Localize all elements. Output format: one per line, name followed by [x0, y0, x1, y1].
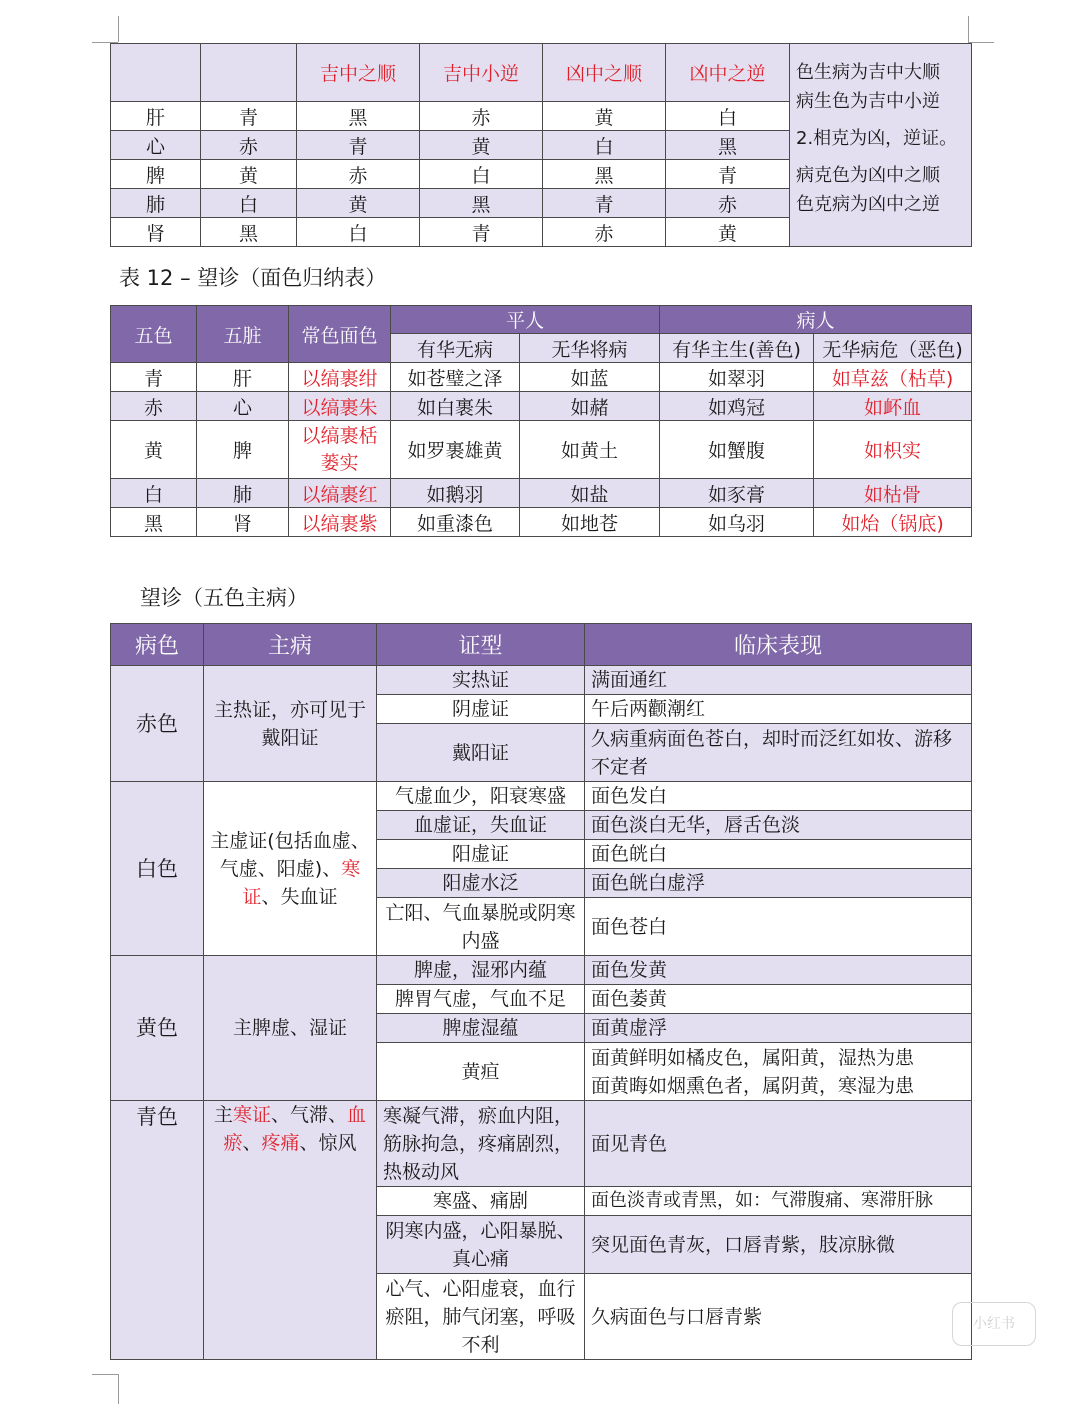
cell: 黄: [111, 421, 197, 479]
cell: 黄: [420, 131, 543, 160]
header-cell: 临床表现: [585, 624, 972, 666]
table12-title: 表 12 – 望诊（面色归纳表）: [119, 266, 387, 290]
main-disease-text: 、失血证: [261, 885, 338, 908]
crop-mark-top-left-v: [118, 16, 119, 42]
cell: 如鹅羽: [391, 479, 520, 508]
note-line: 病克色为凶中之顺: [796, 165, 940, 186]
syndrome-cell: 脾虚，湿邪内蕴: [377, 956, 585, 985]
header-cell: [111, 44, 201, 102]
cell: 如白裹朱: [391, 392, 520, 421]
cell: 赤: [201, 131, 297, 160]
table-header-row: [111, 624, 972, 666]
table-row: [111, 666, 972, 695]
clinical-cell: 面色㿠白: [585, 840, 972, 869]
disease-color-cell: 青色: [111, 1101, 204, 1360]
cell: 赤: [297, 160, 420, 189]
cell: 脾: [197, 421, 289, 479]
disease-color-cell: 赤色: [111, 666, 204, 782]
syndrome-cell: 寒凝气滞，瘀血内阻，筋脉拘急，疼痛剧烈，热极动风: [377, 1101, 585, 1187]
cell: 以缟裹栝蒌实: [289, 421, 391, 479]
table-header-row: [111, 306, 972, 334]
header-cell: [201, 44, 297, 102]
header-cell: 吉中之顺: [297, 44, 420, 102]
syndrome-cell: 血虚证，失血证: [377, 811, 585, 840]
cell: 赤: [420, 102, 543, 131]
main-disease-text: 、气滞、: [271, 1104, 348, 1126]
cell: 肝: [111, 102, 201, 131]
clinical-cell: 久病面色与口唇青紫: [585, 1274, 972, 1360]
cell: 如苍璧之泽: [391, 363, 520, 392]
clinical-cell: 面黄虚浮: [585, 1014, 972, 1043]
cell: 以缟裹红: [289, 479, 391, 508]
cell: 肺: [197, 479, 289, 508]
five-color-disease-table: [110, 623, 972, 1360]
clinical-cell: 面色发黄: [585, 956, 972, 985]
crop-mark-top-right-v: [968, 16, 969, 42]
watermark-logo: 小红书: [952, 1302, 1036, 1346]
clinical-cell: 面色㿠白虚浮: [585, 869, 972, 898]
cell: 如草兹（枯草): [814, 363, 972, 392]
clinical-cell: 满面通红: [585, 666, 972, 695]
cell: 黄: [666, 218, 790, 247]
cell: 如枳实: [814, 421, 972, 479]
color-prognosis-table: [110, 43, 972, 247]
clinical-cell: 面色淡白无华，唇舌色淡: [585, 811, 972, 840]
cell: 青: [297, 131, 420, 160]
clinical-cell: [585, 1043, 972, 1101]
header-cell: 五色: [111, 306, 197, 363]
crop-mark-bottom-left-h: [92, 1374, 118, 1375]
cell: 白: [543, 131, 666, 160]
five-colors-title: 望诊（五色主病）: [140, 586, 308, 610]
subheader-cell: 无华将病: [520, 334, 660, 363]
syndrome-cell: 亡阳、气血暴脱或阴寒内盛: [377, 898, 585, 956]
cell: 白: [111, 479, 197, 508]
cell: 黄: [297, 189, 420, 218]
cell: 赤: [111, 392, 197, 421]
table-row: [111, 956, 972, 985]
header-cell: 常色面色: [289, 306, 391, 363]
clinical-cell: 面色发白: [585, 782, 972, 811]
header-cell: 证型: [377, 624, 585, 666]
clinical-cell: 面见青色: [585, 1101, 972, 1187]
note-line: 2.相克为凶，逆证。: [796, 128, 958, 149]
header-cell: 五脏: [197, 306, 289, 363]
main-disease-cell: [204, 1101, 377, 1360]
header-cell: 主病: [204, 624, 377, 666]
table-row: [111, 479, 972, 508]
subheader-cell: 无华病危（恶色): [814, 334, 972, 363]
cell: 黑: [297, 102, 420, 131]
clinical-line: 面黄鲜明如橘皮色，属阳黄，湿热为患: [591, 1046, 915, 1069]
subheader-cell: 有华无病: [391, 334, 520, 363]
header-cell: 凶中之逆: [666, 44, 790, 102]
clinical-cell: 面色淡青或青黑，如：气滞腹痛、寒滞肝脉: [585, 1187, 972, 1216]
syndrome-cell: 阳虚证: [377, 840, 585, 869]
syndrome-cell: 心气、心阳虚衰，血行瘀阻，肺气闭塞，呼吸不利: [377, 1274, 585, 1360]
syndrome-cell: 寒盛、痛剧: [377, 1187, 585, 1216]
main-disease-highlight: 疼痛: [261, 1132, 300, 1154]
clinical-cell: 久病重病面色苍白，却时而泛红如妆、游移不定者: [585, 724, 972, 782]
cell: 白: [420, 160, 543, 189]
cell: 赤: [666, 189, 790, 218]
syndrome-cell: 脾胃气虚，气血不足: [377, 985, 585, 1014]
main-disease-highlight: 血瘀: [223, 1104, 367, 1154]
notes-cell: [790, 44, 972, 247]
face-color-table: [110, 305, 972, 537]
table-header-row: [111, 44, 972, 102]
cell: 肾: [197, 508, 289, 537]
cell: 肺: [111, 189, 201, 218]
cell: 如鸡冠: [660, 392, 814, 421]
main-disease-cell: 主热证，亦可见于戴阳证: [204, 666, 377, 782]
cell: 白: [201, 189, 297, 218]
table-row: [111, 421, 972, 479]
main-disease-highlight: 寒证: [232, 1104, 271, 1126]
main-disease-highlight: 寒证: [242, 857, 361, 908]
cell: 黄: [543, 102, 666, 131]
clinical-line: 面黄晦如烟熏色者，属阴黄，寒湿为患: [591, 1074, 915, 1097]
syndrome-cell: 戴阳证: [377, 724, 585, 782]
cell: 如盐: [520, 479, 660, 508]
clinical-cell: 面色苍白: [585, 898, 972, 956]
cell: 脾: [111, 160, 201, 189]
note-line: 色生病为吉中大顺: [796, 62, 940, 83]
cell: 如豕膏: [660, 479, 814, 508]
cell: 黑: [111, 508, 197, 537]
header-cell: 平人: [391, 306, 660, 334]
cell: 以缟裹朱: [289, 392, 391, 421]
cell: 青: [111, 363, 197, 392]
cell: 赤: [543, 218, 666, 247]
cell: 如黄土: [520, 421, 660, 479]
note-line: 病生色为吉中小逆: [796, 91, 940, 112]
cell: 黑: [201, 218, 297, 247]
clinical-cell: 突见面色青灰，口唇青紫，肢凉脉微: [585, 1216, 972, 1274]
main-disease-text: 主: [213, 1104, 233, 1126]
cell: 如蟹腹: [660, 421, 814, 479]
table-row: [111, 782, 972, 811]
main-disease-text: 、: [242, 1132, 262, 1154]
cell: 青: [543, 189, 666, 218]
cell: 以缟裹绀: [289, 363, 391, 392]
cell: 肝: [197, 363, 289, 392]
cell: 白: [297, 218, 420, 247]
cell: 以缟裹紫: [289, 508, 391, 537]
cell: 如罗裹雄黄: [391, 421, 520, 479]
main-disease-text: 、惊风: [299, 1132, 357, 1154]
main-disease-text: 主虚证(包括血虚、气虚、阳虚)、: [210, 829, 370, 880]
clinical-cell: 午后两颧潮红: [585, 695, 972, 724]
cell: 心: [197, 392, 289, 421]
syndrome-cell: 阴寒内盛，心阳暴脱、真心痛: [377, 1216, 585, 1274]
cell: 黄: [201, 160, 297, 189]
main-disease-cell: [204, 782, 377, 956]
clinical-cell: 面色萎黄: [585, 985, 972, 1014]
syndrome-cell: 黄疸: [377, 1043, 585, 1101]
header-cell: 凶中之顺: [543, 44, 666, 102]
cell: 黑: [543, 160, 666, 189]
syndrome-cell: 脾虚湿蕴: [377, 1014, 585, 1043]
cell: 青: [420, 218, 543, 247]
syndrome-cell: 阳虚水泛: [377, 869, 585, 898]
disease-color-cell: 黄色: [111, 956, 204, 1101]
table-row: [111, 363, 972, 392]
cell: 心: [111, 131, 201, 160]
cell: 如重漆色: [391, 508, 520, 537]
header-cell: 病色: [111, 624, 204, 666]
table-row: [111, 392, 972, 421]
cell: 肾: [111, 218, 201, 247]
subheader-cell: 有华主生(善色): [660, 334, 814, 363]
disease-color-cell: 白色: [111, 782, 204, 956]
cell: 如翠羽: [660, 363, 814, 392]
syndrome-cell: 阴虚证: [377, 695, 585, 724]
cell: 如地苍: [520, 508, 660, 537]
syndrome-cell: 气虚血少，阳衰寒盛: [377, 782, 585, 811]
cell: 如蓝: [520, 363, 660, 392]
cell: 如衃血: [814, 392, 972, 421]
note-line: 色克病为凶中之逆: [796, 194, 940, 215]
cell: 黑: [420, 189, 543, 218]
cell: 如枯骨: [814, 479, 972, 508]
cell: 如乌羽: [660, 508, 814, 537]
main-disease-cell: 主脾虚、湿证: [204, 956, 377, 1101]
crop-mark-bottom-left-v: [118, 1374, 119, 1404]
cell: 白: [666, 102, 790, 131]
header-cell: 病人: [660, 306, 972, 334]
cell: 如炲（锅底): [814, 508, 972, 537]
cell: 如赭: [520, 392, 660, 421]
cell: 黑: [666, 131, 790, 160]
cell: 青: [201, 102, 297, 131]
table-row: [111, 1101, 972, 1187]
cell: 青: [666, 160, 790, 189]
header-cell: 吉中小逆: [420, 44, 543, 102]
syndrome-cell: 实热证: [377, 666, 585, 695]
table-row: [111, 508, 972, 537]
